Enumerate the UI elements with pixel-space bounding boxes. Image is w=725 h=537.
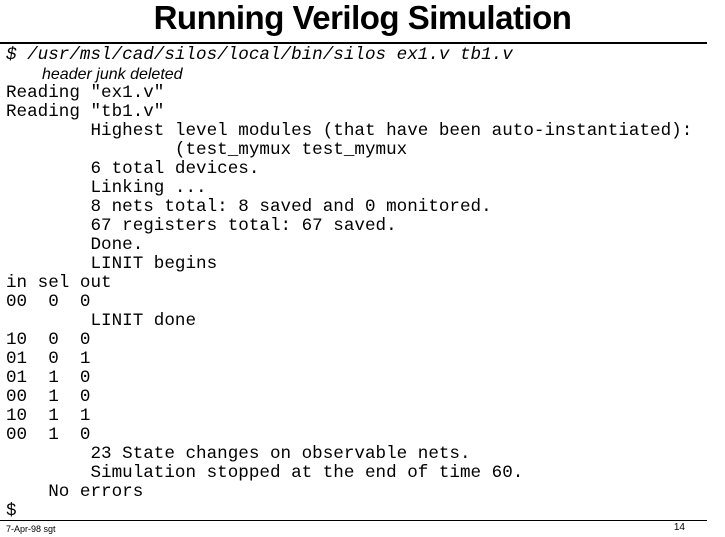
terminal-table-row: 00 1 0 [6,425,91,445]
terminal-table-row: 01 1 0 [6,368,91,388]
terminal-line: 8 nets total: 8 saved and 0 monitored. [6,197,492,217]
terminal-prompt: $ [6,501,17,521]
terminal-line: Highest level modules (that have been auto-instantiated): [6,121,693,141]
terminal-annotation: header junk deleted [42,66,183,83]
terminal-table-row: 01 0 1 [6,349,91,369]
slide-title: Running Verilog Simulation [153,0,572,36]
terminal-line: 23 State changes on observable nets. [6,444,471,464]
terminal-line: 67 registers total: 67 saved. [6,216,397,236]
terminal-line: Linking ... [6,178,207,198]
terminal-line: 6 total devices. [6,159,260,179]
terminal-table-row: 10 0 0 [6,330,91,350]
terminal-table-row: 00 1 0 [6,387,91,407]
terminal-line: LINIT begins [6,254,218,274]
terminal-command-line: $ /usr/msl/cad/silos/local/bin/silos ex1.v tb1.v [6,45,513,65]
footer-divider [0,520,707,521]
terminal-table-row: 10 1 1 [6,406,91,426]
terminal-table-header: in sel out [6,273,112,293]
footer-date: 7-Apr-98 sgt [6,524,56,534]
terminal-line: Reading "tb1.v" [6,102,165,122]
terminal-line: (test_mymux test_mymux [6,140,408,160]
page-number: 14 [673,522,685,533]
terminal-line: Simulation stopped at the end of time 60. [6,463,524,483]
terminal-line: Reading "ex1.v" [6,83,165,103]
terminal-line: No errors [6,482,144,502]
terminal-table-row: 00 0 0 [6,292,91,312]
terminal-line: LINIT done [6,311,197,331]
title-divider [0,42,707,44]
terminal-line: Done. [6,235,144,255]
